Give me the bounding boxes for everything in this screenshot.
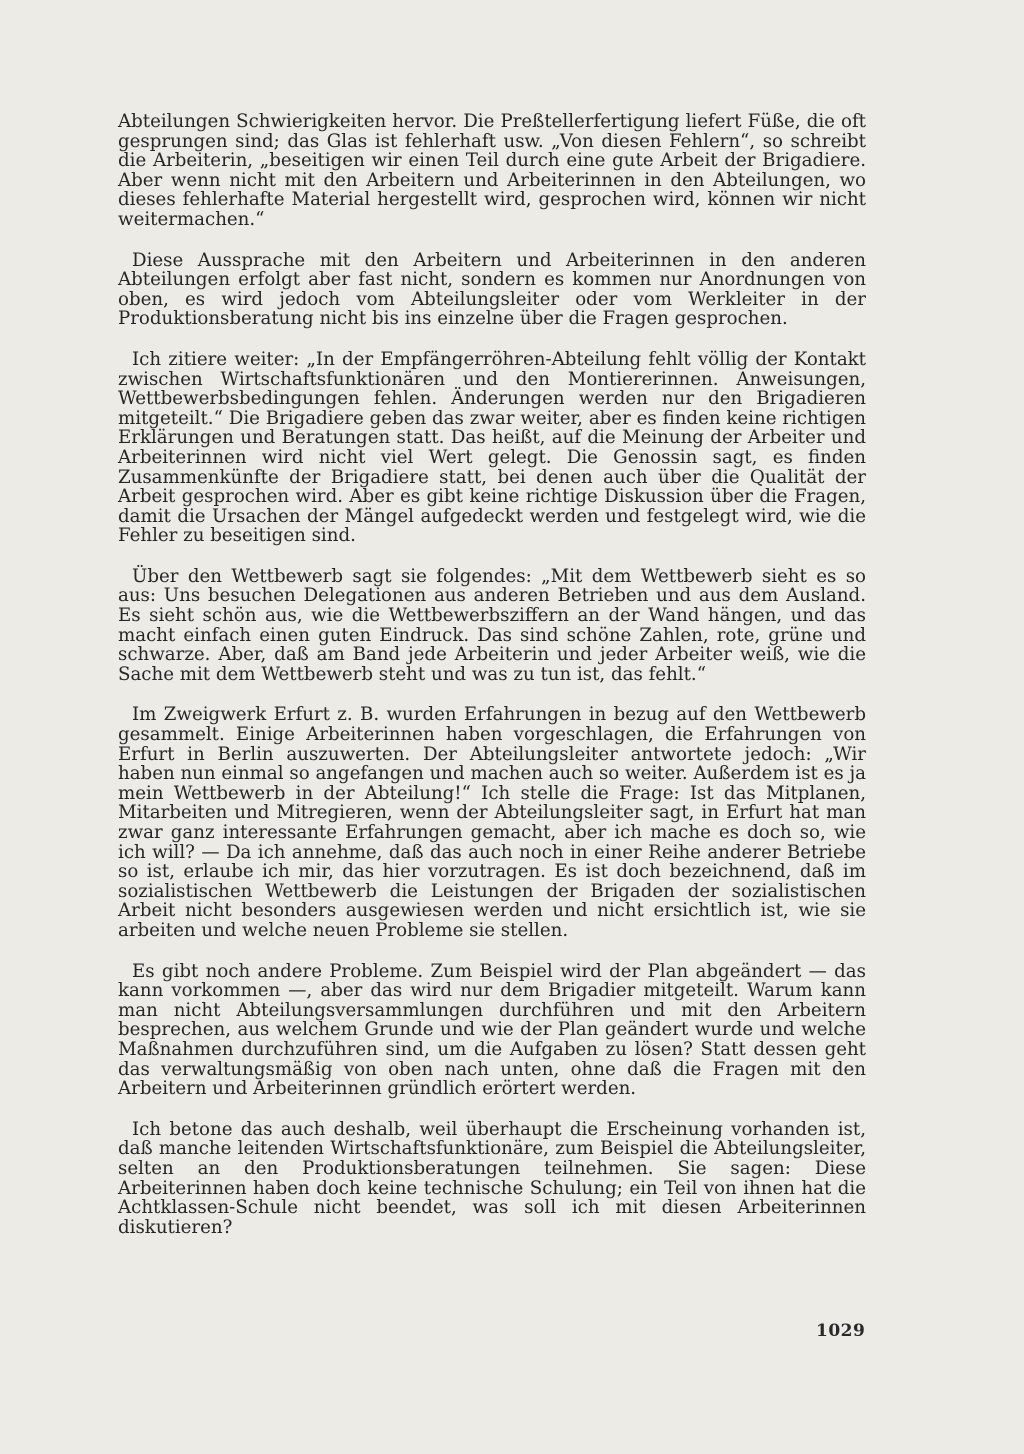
paragraph-5: Im Zweigwerk Erfurt z. B. wurden Erfahrungen in bezug auf den Wettbewerb gesammelt. Einige Arbeiterinnen haben vorgeschlagen, die Erfahrungen von Erfurt in Berlin auszuwerten. Der Abteilungsleiter antwortete jedoch: „Wir haben nun einmal so angefangen und machen auch so weiter. Außerdem ist es ja mein Wettbewerb in der Abteilung!“ Ich stelle die Frage: Ist das Mitplanen, Mitarbeiten und Mitregieren, wenn der Abteilungsleiter sagt, in Erfurt hat man zwar ganz interessante Erfahrungen gemacht, aber ich mache es doch so, wie ich will? — Da ich annehme, daß das auch noch in einer Reihe anderer Betriebe so ist, erlaube ich mir, das hier vorzutragen. Es ist doch bezeichnend, daß im sozialistischen Wettbewerb die Leistungen der Brigaden der sozialistischen Arbeit nicht besonders ausgewiesen werden und nicht ersichtlich ist, wie sie arbeiten und welche neuen Probleme sie stellen. (118, 704, 866, 941)
body-text (118, 112, 866, 1258)
page-number: 1029 (816, 1321, 866, 1341)
paragraph-2: Diese Aussprache mit den Arbeitern und Arbeiterinnen in den anderen Abteilungen erfolgt aber fast nicht, sondern es kommen nur Anordnungen von oben, es wird jedoch vom Abteilungsleiter oder vom Werkleiter in der Produktionsberatung nicht bis ins einzelne über die Fragen gesprochen. (118, 249, 866, 330)
paragraph-3: Ich zitiere weiter: „In der Empfängerröhren-Abteilung fehlt völlig der Kontakt zwischen Wirtschaftsfunktionären und den Montiererinnen. Anweisungen, Wettbewerbsbedingungen fehlen. Änderungen werden nur den Brigadieren mitgeteilt.“ Die Brigadiere geben das zwar weiter, aber es finden keine richtigen Erklärungen und Beratungen statt. Das heißt, auf die Meinung der Arbeiter und Arbeiterinnen wird nicht viel Wert gelegt. Die Genossin sagt, es finden Zusammenkünfte der Brigadiere statt, bei denen auch über die Qualität der Arbeit gesprochen wird. Aber es gibt keine richtige Diskussion über die Fragen, damit die Ursachen der Mängel aufgedeckt werden und festgelegt wird, wie die Fehler zu beseitigen sind. (118, 348, 866, 547)
paragraph-1: Abteilungen Schwierigkeiten hervor. Die Preßtellerfertigung liefert Füße, die oft gesprungen sind; das Glas ist fehlerhaft usw. „Von diesen Fehlern“, so schreibt die Arbeiterin, „beseitigen wir einen Teil durch eine gute Arbeit der Brigadiere. Aber wenn nicht mit den Arbeitern und Arbeiterinnen in den Abteilungen, wo dieses fehlerhafte Material hergestellt wird, gesprochen wird, können wir nicht weitermachen.“ (118, 111, 866, 230)
paragraph-6: Es gibt noch andere Probleme. Zum Beispiel wird der Plan abgeändert — das kann vorkommen —, aber das wird nur dem Brigadier mitgeteilt. Warum kann man nicht Abteilungsversammlungen durchführen und mit den Arbeitern besprechen, aus welchem Grunde und wie der Plan geändert wurde und welche Maßnahmen durchzuführen sind, um die Aufgaben zu lösen? Statt dessen geht das verwaltungsmäßig von oben nach unten, ohne daß die Fragen mit den Arbeitern und Arbeiterinnen gründlich erörtert werden. (118, 960, 866, 1100)
paragraph-4: Über den Wettbewerb sagt sie folgendes: „Mit dem Wettbewerb sieht es so aus: Uns besuchen Delegationen aus anderen Betrieben und aus dem Ausland. Es sieht schön aus, wie die Wettbewerbsziffern an der Wand hängen, und das macht einfach einen guten Eindruck. Das sind schöne Zahlen, rote, grüne und schwarze. Aber, daß am Band jede Arbeiterin und jeder Arbeiter weiß, wie die Sache mit dem Wettbewerb steht und was zu tun ist, das fehlt.“ (118, 565, 866, 685)
paragraph-7: Ich betone das auch deshalb, weil überhaupt die Erscheinung vorhanden ist, daß manche leitenden Wirtschaftsfunktionäre, zum Beispiel die Abteilungsleiter, selten an den Produktionsberatungen teilnehmen. Sie sagen: Diese Arbeiterinnen haben doch keine technische Schulung; ein Teil von ihnen hat die Achtklassen-Schule nicht beendet, was soll ich mit diesen Arbeiterinnen diskutieren? (118, 1118, 866, 1238)
